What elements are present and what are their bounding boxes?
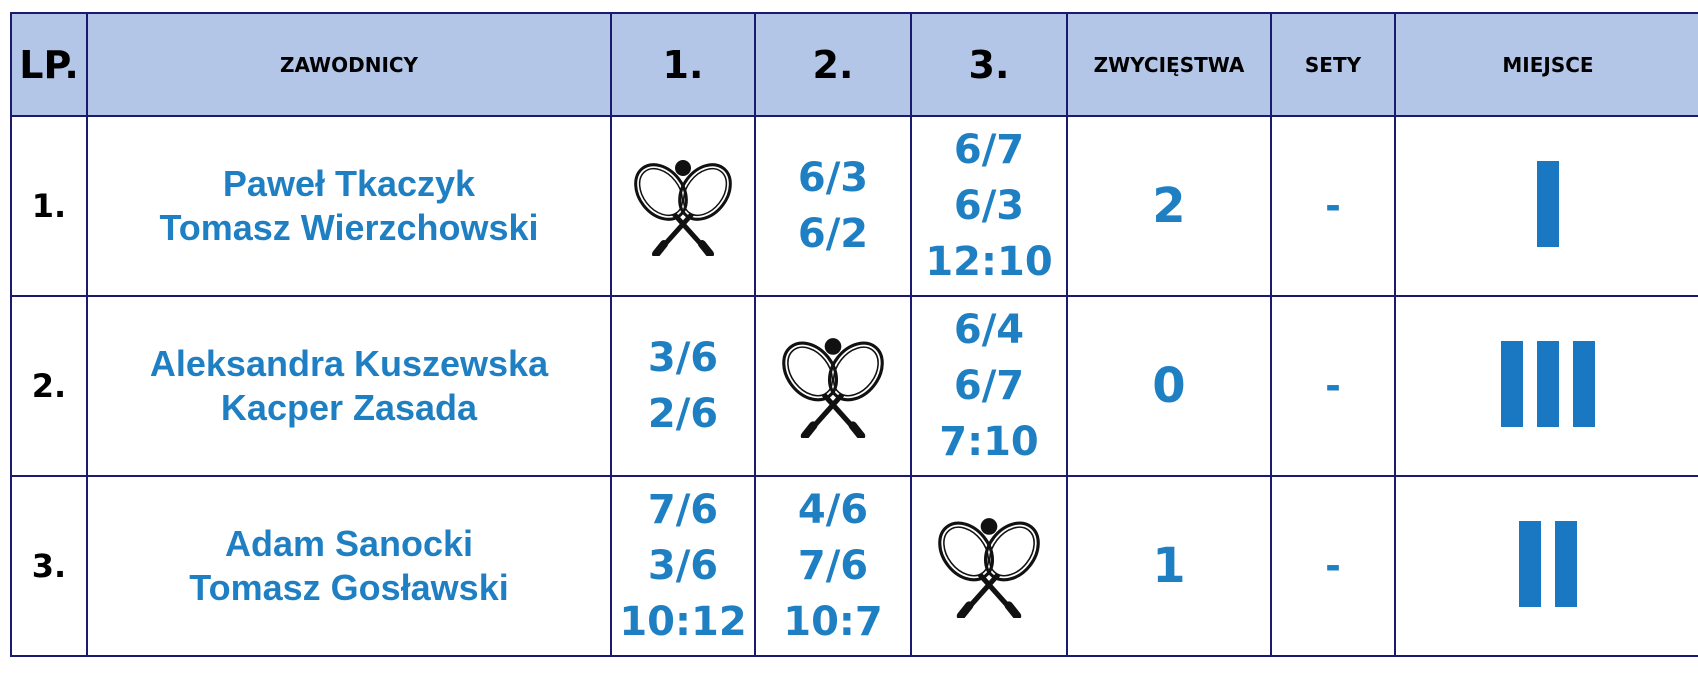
row-number: 3. [11, 476, 87, 656]
self-match-cell [911, 476, 1067, 656]
match-score [755, 116, 911, 296]
header-lp: LP. [11, 13, 87, 116]
round-robin-results-table [10, 12, 1698, 657]
place-roman-numeral [1519, 521, 1577, 607]
place-bar [1519, 521, 1541, 607]
player-name: Tomasz Gosławski [189, 567, 509, 608]
crossed-tennis-rackets-icon [616, 156, 750, 256]
table-row [11, 116, 1698, 296]
place-bar [1537, 341, 1559, 427]
header-players: ZAWODNICY [87, 13, 611, 116]
place-roman-numeral [1501, 341, 1595, 427]
player-name: Kacper Zasada [220, 387, 478, 428]
set-score: 6/7 [953, 363, 1025, 409]
match-score [611, 476, 755, 656]
set-score: 6/3 [953, 183, 1025, 229]
tiebreak-score: 12:10 [925, 239, 1053, 285]
set-score: 6/3 [797, 155, 869, 201]
wins-count: 0 [1067, 296, 1271, 476]
set-score: 3/6 [647, 335, 719, 381]
crossed-tennis-rackets-icon [919, 514, 1059, 618]
header-sets: SETY [1271, 13, 1395, 116]
place-cell [1395, 296, 1698, 476]
sets-value: - [1271, 116, 1395, 296]
self-match-cell [611, 116, 755, 296]
set-score: 6/4 [953, 307, 1025, 353]
place-cell [1395, 116, 1698, 296]
team-players [87, 296, 611, 476]
match-score [611, 296, 755, 476]
self-match-cell [755, 296, 911, 476]
place-roman-numeral [1537, 161, 1559, 247]
player-name: Aleksandra Kuszewska [149, 343, 549, 384]
header-wins: ZWYCIĘSTWA [1067, 13, 1271, 116]
header-row [11, 13, 1698, 116]
tiebreak-score: 10:7 [783, 599, 883, 645]
tiebreak-score: 10:12 [619, 599, 747, 645]
set-score: 6/2 [797, 211, 869, 257]
tiebreak-score: 7:10 [939, 419, 1039, 465]
team-players [87, 476, 611, 656]
place-bar [1573, 341, 1595, 427]
match-score [911, 116, 1067, 296]
player-name: Tomasz Wierzchowski [159, 207, 539, 248]
header-match-2: 2. [755, 13, 911, 116]
crossed-tennis-rackets-icon [763, 334, 903, 438]
row-number: 2. [11, 296, 87, 476]
header-match-3: 3. [911, 13, 1067, 116]
team-players [87, 116, 611, 296]
row-number: 1. [11, 116, 87, 296]
place-bar [1537, 161, 1559, 247]
sets-value: - [1271, 296, 1395, 476]
match-score [911, 296, 1067, 476]
place-bar [1555, 521, 1577, 607]
set-score: 7/6 [647, 487, 719, 533]
match-score [755, 476, 911, 656]
header-match-1: 1. [611, 13, 755, 116]
wins-count: 1 [1067, 476, 1271, 656]
set-score: 3/6 [647, 543, 719, 589]
set-score: 2/6 [647, 391, 719, 437]
table-row [11, 296, 1698, 476]
player-name: Paweł Tkaczyk [222, 163, 476, 204]
set-score: 6/7 [953, 127, 1025, 173]
sets-value: - [1271, 476, 1395, 656]
place-cell [1395, 476, 1698, 656]
player-name: Adam Sanocki [224, 523, 474, 564]
wins-count: 2 [1067, 116, 1271, 296]
table-row [11, 476, 1698, 656]
set-score: 4/6 [797, 487, 869, 533]
place-bar [1501, 341, 1523, 427]
header-place: MIEJSCE [1395, 13, 1698, 116]
set-score: 7/6 [797, 543, 869, 589]
